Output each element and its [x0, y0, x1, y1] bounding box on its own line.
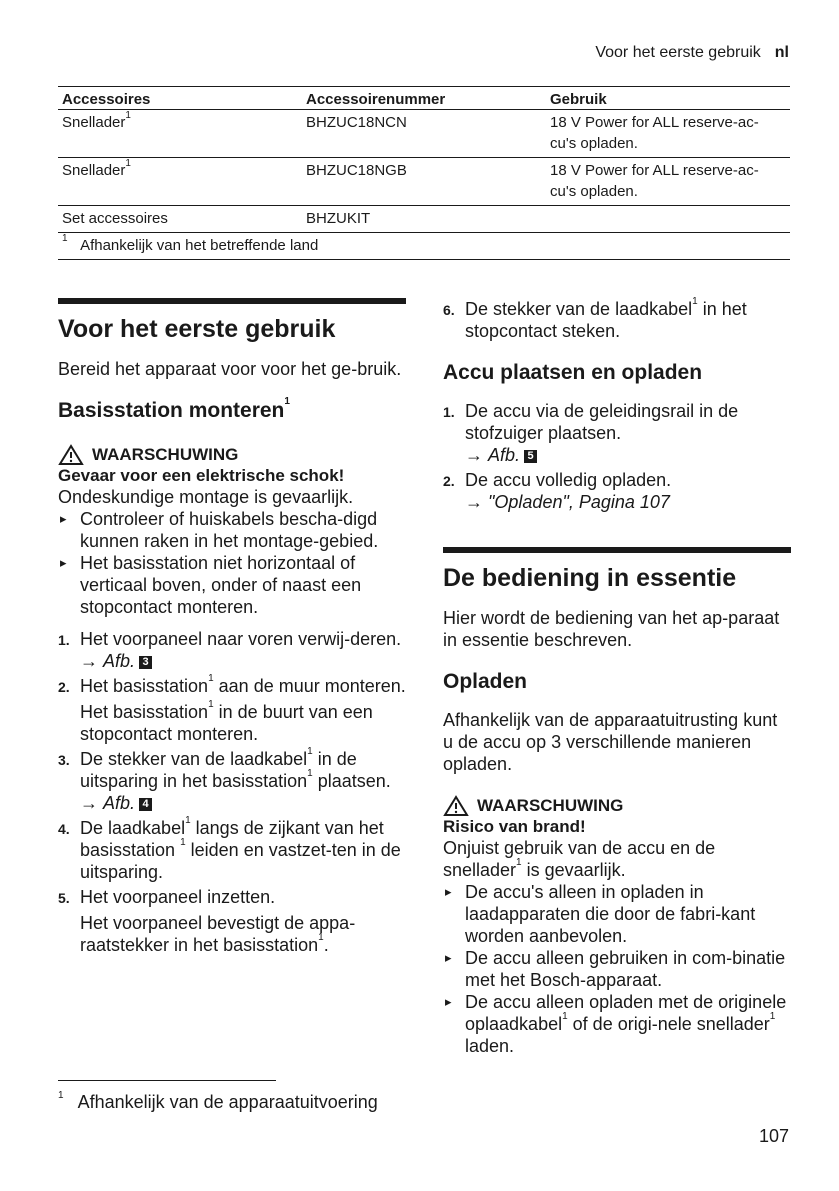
figure-ref: Afb.: [103, 651, 136, 671]
step-text: Het voorpaneel naar voren verwij-deren.: [80, 629, 402, 649]
footnote-mark: 1: [125, 110, 131, 121]
table-footnote: Afhankelijk van het betreffende land: [80, 237, 319, 254]
body-text: Afhankelijk van de apparaatuitrusting kunt u de accu op 3 verschillende manieren opladen.: [443, 710, 778, 774]
section-rule: [443, 547, 791, 553]
figure-number: 5: [524, 450, 537, 463]
warning-heading: [443, 795, 791, 817]
step-2: 2. De accu volledig opladen. → "Opladen", Pagina 107: [443, 470, 672, 512]
page-footnote: [58, 1092, 378, 1113]
table-cell: BHZUC18NGB: [302, 158, 546, 206]
battery-steps: [443, 400, 791, 513]
step-note: Het basisstation: [80, 702, 209, 722]
figure-number: 3: [139, 656, 152, 669]
warning-text: Ondeskundige montage is gevaarlijk.: [58, 487, 354, 507]
subsection-title-text: Basisstation monteren: [58, 399, 285, 422]
intro-text: Bereid het apparaat voor voor het ge-bruik.: [58, 359, 402, 379]
section-title: Voor het eerste gebruik: [58, 315, 336, 343]
warning-triangle-icon: [58, 444, 84, 466]
footnote-mark: 1: [62, 233, 68, 244]
table-row: [58, 110, 790, 158]
footnote-mark: 1: [307, 746, 313, 757]
footnote-mark: 1: [125, 158, 131, 169]
section-rule: [58, 298, 406, 304]
list-item-text: of de origi-nele snellader: [572, 1014, 770, 1034]
figure-number: 4: [139, 798, 152, 811]
right-column: [443, 298, 791, 1067]
step-2: 2. Het basisstation$^1$ aan de muur monteren. Het basisstation$^1$ in de buurt van een stopcontact monteren.: [58, 673, 406, 744]
step-note: in de buurt van een stopcontact monteren.: [80, 702, 373, 744]
table-cell: Set accessoires: [58, 206, 302, 233]
footnote-mark: 1: [516, 857, 522, 868]
footnote-mark: 1: [562, 1011, 568, 1022]
footnote-mark: 1: [769, 1011, 776, 1022]
accessories-table: [58, 86, 790, 260]
step-text: aan de muur monteren.: [218, 676, 406, 696]
list-item: ▸ Het basisstation niet horizontaal of verticaal boven, onder of naast een stopcontact monteren.: [58, 552, 406, 618]
step-text: De accu via de geleidingsrail in de stofzuiger plaatsen.: [465, 401, 739, 443]
page-link[interactable]: "Opladen", Pagina 107: [488, 492, 670, 512]
table-cell: BHZUC18NCN: [302, 110, 546, 158]
step-text: leiden en vastzet-ten in de uitsparing.: [80, 840, 401, 882]
table-row: [58, 158, 790, 206]
running-header: [595, 44, 789, 62]
step-1: 1. Het voorpaneel naar voren verwij-deren. → Afb. 3: [58, 629, 402, 671]
table-cell: 18 V Power for ALL reserve-ac-: [550, 162, 759, 179]
list-item: [443, 991, 791, 1057]
list-item: ▸ Controleer of huiskabels bescha-digd kunnen raken in het montage-gebied.: [58, 508, 406, 552]
figure-ref: Afb.: [488, 445, 521, 465]
table-row: [58, 206, 790, 233]
step-text: Het basisstation: [80, 676, 209, 696]
step-3: 3. De stekker van de laadkabel$^1$ in de uitsparing in het basisstation$^1$ plaatsen. → Afb. 4: [58, 746, 391, 813]
footnote-mark: 1: [208, 699, 214, 710]
step-text: langs de zijkant van het basisstation: [80, 818, 384, 860]
warning-label: WAARSCHUWING: [92, 445, 239, 464]
warning-heading: [58, 444, 406, 466]
warning-subtitle: Gevaar voor een elektrische schok!: [58, 466, 345, 485]
warning-subtitle: Risico van brand!: [443, 817, 586, 836]
step-text: in de uitsparing in het basisstation: [80, 749, 357, 791]
continued-steps: [443, 298, 791, 342]
footnote-mark: 1: [185, 815, 191, 826]
list-item: ▸ De accu's alleen in opladen in laadapparaten die door de fabri-kant worden aanbevolen.: [443, 881, 791, 947]
warning-text: [443, 837, 791, 881]
step-5: 5. Het voorpaneel inzetten. Het voorpaneel bevestigt de appa-raatstekker in het basisstation$^1$.: [58, 887, 356, 955]
footnote-divider: [58, 1080, 276, 1081]
table-cell: [546, 206, 790, 233]
warning-bullets: [443, 881, 791, 1057]
table-cell: cu's opladen.: [550, 135, 638, 152]
footnote-mark: 1: [284, 396, 290, 407]
footnote-mark: 1: [180, 837, 186, 848]
table-header: Accessoires: [58, 87, 302, 110]
step-6: 6. De stekker van de laadkabel$^1$ in het stopcontact steken.: [443, 296, 747, 341]
list-item-text: De accu alleen opladen met de originele oplaadkabel: [465, 992, 787, 1034]
table-cell: Snellader: [62, 114, 126, 131]
table-footnote-row: [58, 233, 790, 260]
section-title: De bediening in essentie: [443, 564, 737, 592]
subsection-title: Opladen: [443, 670, 528, 693]
step-note: .: [323, 935, 329, 955]
warning-text-part: is gevaarlijk.: [526, 860, 626, 880]
table-header: Accessoirenummer: [302, 87, 546, 110]
step-note: Het voorpaneel bevestigt de appa-raatstekker in het basisstation: [80, 913, 356, 955]
warning-block: [443, 795, 791, 1057]
step-1: 1. De accu via de geleidingsrail in de stofzuiger plaatsen. → Afb. 5: [443, 401, 739, 465]
list-item: ▸ De accu alleen gebruiken in com-binatie met het Bosch-apparaat.: [443, 947, 791, 991]
table-header: Gebruik: [546, 87, 790, 110]
warning-bullets: [58, 508, 406, 618]
step-text: De accu volledig opladen.: [465, 470, 672, 490]
subsection-title: [58, 398, 406, 424]
table-header-row: [58, 87, 790, 110]
header-section: Voor het eerste gebruik: [595, 44, 761, 61]
footnote-mark: 1: [307, 768, 313, 779]
step-text: De stekker van de laadkabel: [465, 299, 693, 319]
footnote-text: Afhankelijk van de apparaatuitvoering: [77, 1092, 378, 1112]
warning-block: [58, 444, 406, 618]
footnote-mark: 1: [692, 296, 698, 307]
table-cell: Snellader: [62, 162, 126, 179]
mount-steps: [58, 628, 406, 956]
left-column: [58, 298, 406, 959]
footnote-mark: 1: [208, 673, 214, 684]
step-text: De stekker van de laadkabel: [80, 749, 308, 769]
table-cell: 18 V Power for ALL reserve-ac-: [550, 114, 759, 131]
warning-triangle-icon: [443, 795, 469, 817]
figure-ref: Afb.: [103, 793, 136, 813]
footnote-mark: 1: [318, 932, 324, 943]
step-text: plaatsen.: [317, 771, 391, 791]
warning-text-part: Onjuist gebruik van de accu en de snellader: [443, 838, 716, 880]
step-text: De laadkabel: [80, 818, 186, 838]
list-item-text: laden.: [465, 1036, 515, 1056]
header-lang: nl: [774, 44, 789, 61]
footnote-mark: 1: [58, 1090, 64, 1101]
step-text: in het stopcontact steken.: [465, 299, 747, 341]
page-number: 107: [758, 1126, 789, 1146]
table-cell: BHZUKIT: [302, 206, 546, 233]
intro-text: Hier wordt de bediening van het ap-paraat in essentie beschreven.: [443, 608, 780, 650]
subsection-title: Accu plaatsen en opladen: [443, 361, 703, 384]
step-text: Het voorpaneel inzetten.: [80, 887, 276, 907]
warning-label: WAARSCHUWING: [477, 796, 624, 815]
table-cell: cu's opladen.: [550, 183, 638, 200]
step-4: 4. De laadkabel$^1$ langs de zijkant van het basisstation $^1$ leiden en vastzet-ten in de uitsparing.: [58, 815, 401, 882]
